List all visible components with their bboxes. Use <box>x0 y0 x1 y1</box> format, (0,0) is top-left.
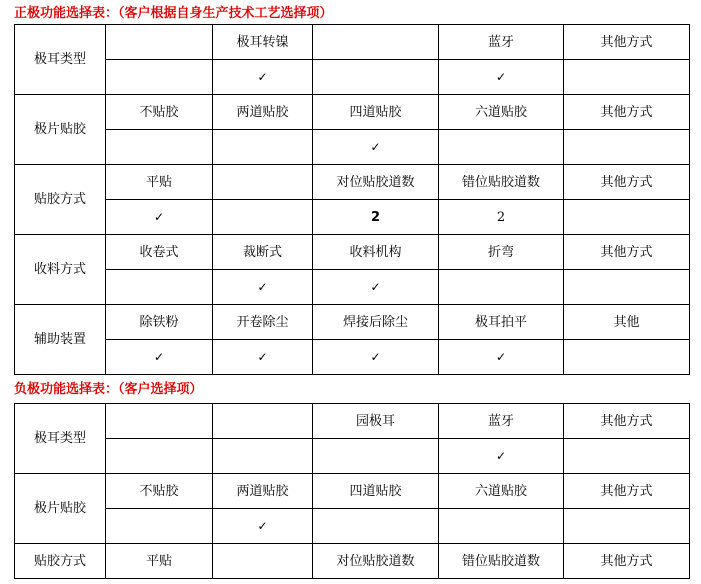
selection-cell <box>439 340 564 375</box>
selection-cell <box>564 200 690 235</box>
row-header: 极片贴胶 <box>15 95 106 165</box>
selection-cell <box>106 439 213 474</box>
option-cell: 四道贴胶 <box>313 95 439 130</box>
option-cell: 其他方式 <box>564 25 690 60</box>
selection-cell <box>313 200 439 235</box>
selection-cell <box>213 439 313 474</box>
option-cell: 两道贴胶 <box>213 95 313 130</box>
option-cell: 极耳拍平 <box>439 305 564 340</box>
selection-cell <box>213 509 313 544</box>
option-cell: 折弯 <box>439 235 564 270</box>
selection-cell <box>106 200 213 235</box>
selection-cell <box>439 509 564 544</box>
row-header: 贴胶方式 <box>15 544 106 579</box>
selection-cell <box>313 130 439 165</box>
selection-value: 2 <box>496 209 506 225</box>
selection-cell <box>213 200 313 235</box>
option-cell: 对位贴胶道数 <box>313 165 439 200</box>
selection-cell <box>564 60 690 95</box>
check-mark-icon: ✓ <box>153 209 165 224</box>
check-mark-icon: ✓ <box>495 349 507 364</box>
selection-cell <box>439 130 564 165</box>
option-cell: 收卷式 <box>106 235 213 270</box>
option-cell <box>213 544 313 579</box>
table-row <box>15 165 690 200</box>
table-row <box>15 270 690 305</box>
option-cell: 裁断式 <box>213 235 313 270</box>
option-cell: 其他方式 <box>564 235 690 270</box>
option-cell <box>213 165 313 200</box>
selection-cell <box>213 340 313 375</box>
option-cell <box>106 25 213 60</box>
table-row <box>15 439 690 474</box>
table-row <box>15 95 690 130</box>
option-cell: 不贴胶 <box>106 474 213 509</box>
option-cell: 其他方式 <box>564 95 690 130</box>
table-row <box>15 60 690 95</box>
option-cell: 其他方式 <box>564 544 690 579</box>
table-row <box>15 130 690 165</box>
option-cell: 不贴胶 <box>106 95 213 130</box>
option-cell: 焊接后除尘 <box>313 305 439 340</box>
table-row <box>15 544 690 579</box>
row-header: 极耳类型 <box>15 25 106 95</box>
selection-cell <box>564 340 690 375</box>
row-header: 极片贴胶 <box>15 474 106 544</box>
check-mark-icon: ✓ <box>257 279 268 294</box>
check-mark-icon: ✓ <box>370 139 381 154</box>
option-cell <box>313 25 439 60</box>
selection-cell <box>313 270 439 305</box>
check-mark-icon: ✓ <box>257 518 268 533</box>
selection-cell <box>213 130 313 165</box>
selection-cell <box>213 270 313 305</box>
positive-function-table <box>14 24 690 375</box>
option-cell: 开卷除尘 <box>213 305 313 340</box>
selection-cell <box>564 130 690 165</box>
check-mark-icon: ✓ <box>257 69 268 84</box>
selection-cell <box>439 200 564 235</box>
selection-cell <box>106 60 213 95</box>
row-header: 收料方式 <box>15 235 106 305</box>
table-row <box>15 340 690 375</box>
option-cell: 其他方式 <box>564 474 690 509</box>
negative-function-table <box>14 403 690 579</box>
option-cell: 两道贴胶 <box>213 474 313 509</box>
selection-cell <box>106 130 213 165</box>
option-cell: 其他方式 <box>564 165 690 200</box>
selection-cell <box>439 439 564 474</box>
option-cell: 平贴 <box>106 544 213 579</box>
selection-cell <box>313 509 439 544</box>
table-row <box>15 235 690 270</box>
table-row <box>15 509 690 544</box>
selection-cell <box>439 60 564 95</box>
check-mark-icon: ✓ <box>370 279 381 294</box>
check-mark-icon: ✓ <box>153 349 165 364</box>
row-header: 贴胶方式 <box>15 165 106 235</box>
row-header: 极耳类型 <box>15 404 106 474</box>
option-cell: 蓝牙 <box>439 404 564 439</box>
option-cell: 错位贴胶道数 <box>439 165 564 200</box>
option-cell: 其他 <box>564 305 690 340</box>
table-row <box>15 474 690 509</box>
option-cell <box>106 404 213 439</box>
selection-value: 2 <box>370 209 381 225</box>
table-row <box>15 404 690 439</box>
option-cell: 除铁粉 <box>106 305 213 340</box>
check-mark-icon: ✓ <box>495 448 507 463</box>
selection-cell <box>439 270 564 305</box>
row-header: 辅助装置 <box>15 305 106 375</box>
selection-cell <box>106 270 213 305</box>
selection-cell <box>313 340 439 375</box>
selection-cell <box>564 509 690 544</box>
option-cell <box>213 404 313 439</box>
option-cell: 平贴 <box>106 165 213 200</box>
table-row <box>15 200 690 235</box>
option-cell: 极耳转镍 <box>213 25 313 60</box>
option-cell: 其他方式 <box>564 404 690 439</box>
option-cell: 六道贴胶 <box>439 474 564 509</box>
positive-section-title: 正极功能选择表：（客户根据自身生产技术工艺选择项） <box>14 6 333 21</box>
check-mark-icon: ✓ <box>257 349 268 364</box>
option-cell: 收料机构 <box>313 235 439 270</box>
table-row <box>15 305 690 340</box>
table-row <box>15 25 690 60</box>
option-cell: 蓝牙 <box>439 25 564 60</box>
option-cell: 四道贴胶 <box>313 474 439 509</box>
selection-cell <box>106 509 213 544</box>
selection-cell <box>106 340 213 375</box>
selection-cell <box>564 270 690 305</box>
selection-cell <box>213 60 313 95</box>
check-mark-icon: ✓ <box>495 69 507 84</box>
selection-cell <box>313 60 439 95</box>
option-cell: 对位贴胶道数 <box>313 544 439 579</box>
option-cell: 园极耳 <box>313 404 439 439</box>
option-cell: 错位贴胶道数 <box>439 544 564 579</box>
selection-cell <box>564 439 690 474</box>
negative-section-title: 负极功能选择表：（客户选择项） <box>14 382 203 397</box>
selection-cell <box>313 439 439 474</box>
check-mark-icon: ✓ <box>370 349 381 364</box>
option-cell: 六道贴胶 <box>439 95 564 130</box>
